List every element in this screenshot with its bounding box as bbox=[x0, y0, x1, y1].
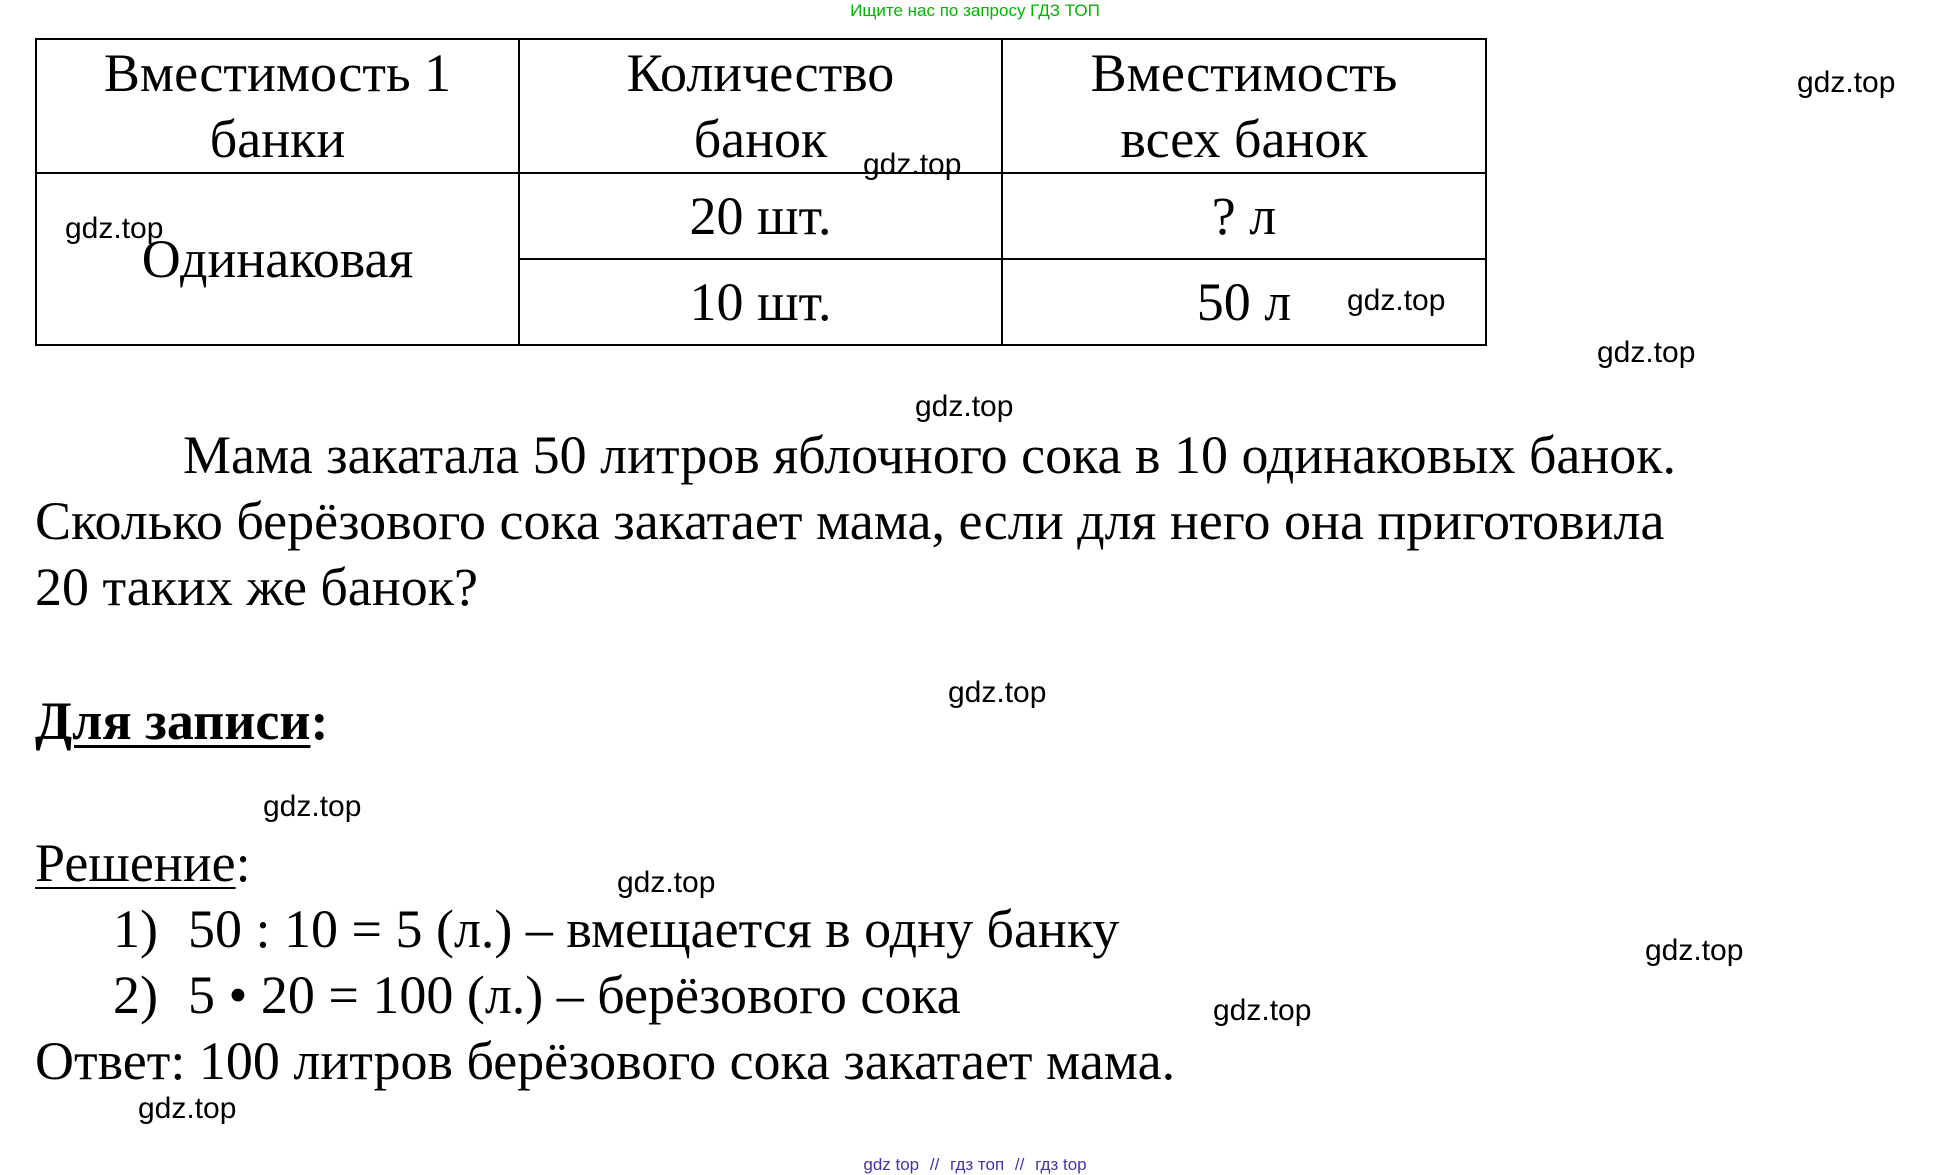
problem-line: Мама закатала 50 литров яблочного сока в 10 одинаковых банок. bbox=[183, 425, 1677, 485]
step-text: 5 • 20 = 100 (л.) – берёзового сока bbox=[188, 965, 961, 1025]
watermark: gdz.top bbox=[263, 790, 362, 823]
cell-count: 10 шт. bbox=[519, 259, 1002, 345]
footer-separator: // bbox=[929, 1155, 940, 1174]
answer-line: Ответ: 100 литров берёзового сока закатает мама. bbox=[35, 1031, 1176, 1091]
solution-step bbox=[35, 962, 1915, 1028]
header-count: Количество банок bbox=[519, 39, 1002, 173]
problem-text bbox=[35, 422, 1915, 620]
table-row bbox=[36, 173, 1486, 259]
cell-count: 20 шт. bbox=[519, 173, 1002, 259]
solution-block bbox=[35, 830, 1915, 1094]
step-number: 2) bbox=[113, 965, 158, 1025]
solution-heading bbox=[35, 830, 1915, 896]
solution-heading-colon: : bbox=[235, 833, 251, 893]
step-text: 50 : 10 = 5 (л.) – вмещается в одну банку bbox=[188, 899, 1120, 959]
solution-heading-label: Решение bbox=[35, 833, 236, 893]
watermark: gdz.top bbox=[948, 676, 1047, 709]
watermark: gdz.top bbox=[1645, 934, 1744, 967]
header-capacity-one: Вместимость 1 банки bbox=[36, 39, 519, 173]
step-number: 1) bbox=[113, 899, 158, 959]
record-heading-label: Для записи bbox=[35, 691, 311, 751]
top-banner[interactable]: Ищите нас по запросу ГДЗ ТОП bbox=[850, 1, 1100, 20]
watermark: gdz.top bbox=[1347, 284, 1446, 317]
cell-total: 50 л bbox=[1002, 259, 1486, 345]
footer-link[interactable]: гдз топ bbox=[950, 1155, 1005, 1174]
watermark: gdz.top bbox=[65, 212, 164, 245]
watermark: gdz.top bbox=[863, 148, 962, 181]
problem-line: 20 таких же банок? bbox=[35, 557, 478, 617]
watermark: gdz.top bbox=[1797, 66, 1896, 99]
problem-line: Сколько берёзового сока закатает мама, если для него она приготовила bbox=[35, 491, 1665, 551]
footer-link[interactable]: gdz top bbox=[863, 1155, 920, 1174]
data-table bbox=[35, 38, 1487, 346]
solution-step bbox=[35, 896, 1915, 962]
cell-total: ? л bbox=[1002, 173, 1486, 259]
footer-link[interactable]: гдз top bbox=[1035, 1155, 1087, 1174]
header-capacity-all: Вместимость всех банок bbox=[1002, 39, 1486, 173]
footer-separator: // bbox=[1014, 1155, 1025, 1174]
merged-capacity-cell: Одинаковая bbox=[36, 173, 519, 345]
footer-links bbox=[0, 1155, 1950, 1175]
watermark: gdz.top bbox=[1213, 994, 1312, 1027]
table-header-row bbox=[36, 39, 1486, 173]
watermark: gdz.top bbox=[915, 390, 1014, 423]
record-heading-colon: : bbox=[310, 691, 329, 751]
watermark: gdz.top bbox=[138, 1092, 237, 1125]
watermark: gdz.top bbox=[617, 866, 716, 899]
watermark: gdz.top bbox=[1597, 336, 1696, 369]
